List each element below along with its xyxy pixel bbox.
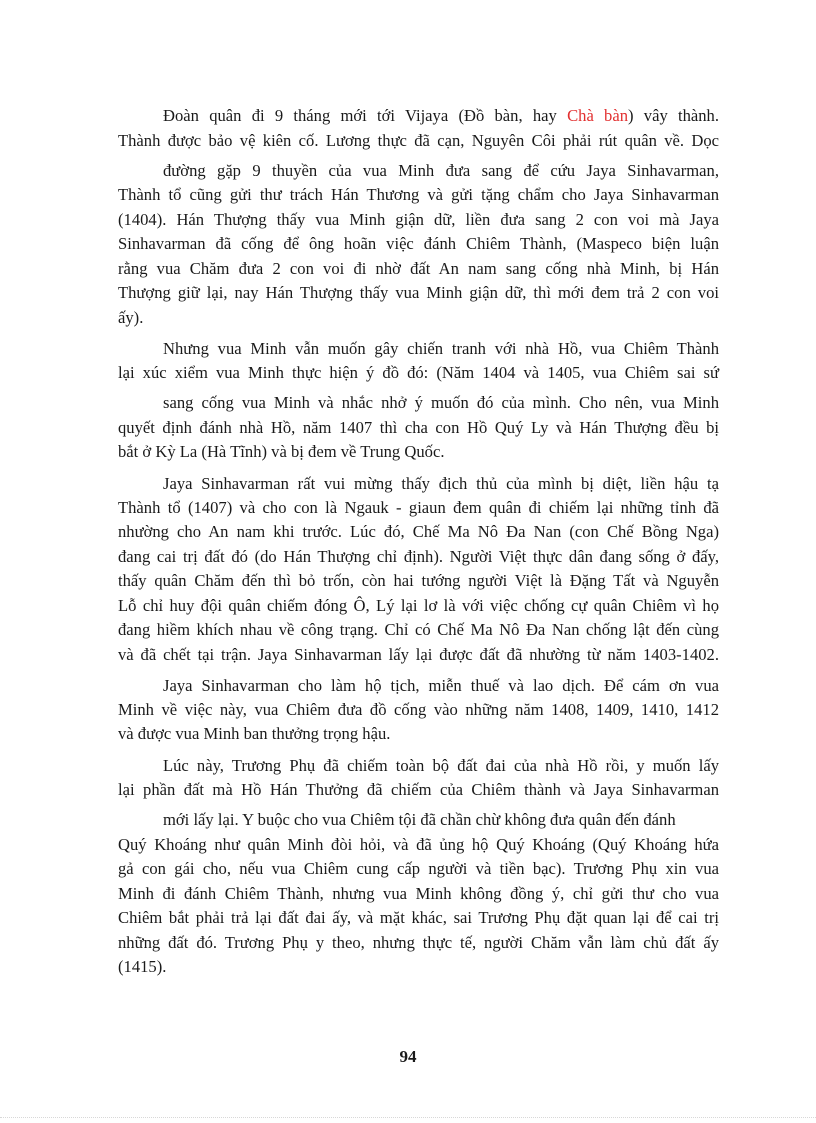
text-line: đường gặp 9 thuyền của vua Minh đưa sang để cứu Jaya Sinhavarman, (163, 161, 719, 180)
text-line: và đã chết tại trận. Jaya Sinhavarman lấy lại được đất đã nhường từ năm 1403-1402. (118, 645, 719, 664)
text-line: Thành tổ (1407) và cho con là Ngauk - giaun đem quân đi chiếm lại những tỉnh đã (118, 498, 719, 517)
text-line: đang hiềm khích nhau về công trạng. Chỉ có Chế Ma Nô Đa Nan chống lật đến cùng (118, 620, 719, 639)
text-line: Jaya Sinhavarman rất vui mừng thấy địch thủ của mình bị diệt, liền hậu tạ (163, 474, 719, 493)
text-line: Quý Khoáng như quân Minh đòi hỏi, và đã ủng hộ Quý Khoáng (Quý Khoáng hứa (118, 835, 719, 854)
text-line: Sinhavarman đã cống để ông hoãn việc đánh Chiêm Thành, (Maspeco biện luận (118, 234, 719, 253)
text-line: thấy quân Chăm đến thì bỏ trốn, còn hai tướng người Việt là Đặng Tất và Nguyễn (118, 571, 719, 590)
text-span: Đoàn quân đi 9 tháng mới tới Vijaya (Đồ bàn, hay (163, 106, 568, 125)
text-line: ấy). (118, 308, 144, 327)
text-line: Thành tổ cũng gửi thư trách Hán Thương và gửi tặng chẩm cho Jaya Sinhavarman (118, 185, 719, 204)
text-line: (1415). (118, 957, 167, 976)
text-line: đang cai trị đất đó (do Hán Thượng chỉ định). Người Việt thực dân đang sống ở đấy, (118, 547, 719, 566)
text-line: Thượng giữ lại, nay Hán Thượng thấy vua Minh giận dữ, thì mới đem trả 2 con voi (118, 283, 719, 302)
text-line: rằng vua Chăm đưa 2 con voi đi nhờ đất An nam sang cống nhà Minh, bị Hán (118, 259, 719, 278)
text-line: sang cống vua Minh và nhắc nhở ý muốn đó của mình. Cho nên, vua Minh (163, 393, 719, 412)
text-line: nhường cho An nam khi trước. Lúc đó, Chế Ma Nô Đa Nan (con Chế Bồng Nga) (118, 522, 719, 541)
text-line: Nhưng vua Minh vẫn muốn gây chiến tranh với nhà Hồ, vua Chiêm Thành (163, 339, 719, 358)
text-line: gả con gái cho, nếu vua Chiêm cung cấp người và tiền bạc). Trương Phụ xin vua (118, 859, 719, 878)
text-line: lại phần đất mà Hồ Hán Thưởng đã chiếm của Chiêm thành và Jaya Sinhavarman (118, 780, 719, 799)
page-number: 94 (399, 1047, 417, 1066)
text-line: lại xúc xiểm vua Minh thực hiện ý đồ đó: (Năm 1404 và 1405, vua Chiêm sai sứ (118, 363, 719, 382)
cha-ban-link[interactable]: Chà bàn (567, 106, 629, 125)
text-line: mới lấy lại. Y buộc cho vua Chiêm tội đã chần chừ không đưa quân đến đánh (163, 810, 676, 829)
text-line: và được vua Minh ban thưởng trọng hậu. (118, 724, 391, 743)
text-line: những đất đó. Trương Phụ y theo, nhưng thực tế, người Chăm vẫn làm chủ đất ấy (118, 933, 719, 952)
text-line (163, 106, 719, 126)
text-line: (1404). Hán Thượng thấy vua Minh giận dữ, liền đưa sang 2 con voi mà Jaya (118, 210, 719, 229)
text-line: Lúc này, Trương Phụ đã chiếm toàn bộ đất đai của nhà Hồ rồi, y muốn lấy (163, 756, 719, 775)
text-line: quyết định đánh nhà Hồ, năm 1407 thì cha con Hồ Quý Ly và Hán Thượng đều bị (118, 418, 719, 437)
text-line: Thành được bảo vệ kiên cố. Lương thực đã cạn, Nguyên Côi phải rút quân về. Dọc (118, 131, 719, 150)
text-line: Minh đi đánh Chiêm Thành, nhưng vua Minh không đồng ý, chỉ gửi thư cho vua (118, 884, 719, 903)
text-line: Jaya Sinhavarman cho làm hộ tịch, miễn thuế và lao dịch. Để cám ơn vua (163, 676, 719, 695)
text-line: Minh về việc này, vua Chiêm đưa đồ cống vào những năm 1408, 1409, 1410, 1412 (118, 700, 719, 719)
text-line: Chiêm bắt phải trả lại đất đai ấy, và mặt khác, sai Trương Phụ đặt quan lại để cai trị (118, 908, 719, 927)
bottom-divider (0, 1117, 816, 1118)
text-line: Lỗ chỉ huy đội quân chiếm đóng Ô, Lý lại lơ là với việc chống cự quân Chiêm vì họ (118, 596, 719, 615)
text-span: ) vây thành. (628, 106, 720, 125)
text-line: bắt ở Kỳ La (Hà Tĩnh) và bị đem về Trung Quốc. (118, 442, 445, 461)
